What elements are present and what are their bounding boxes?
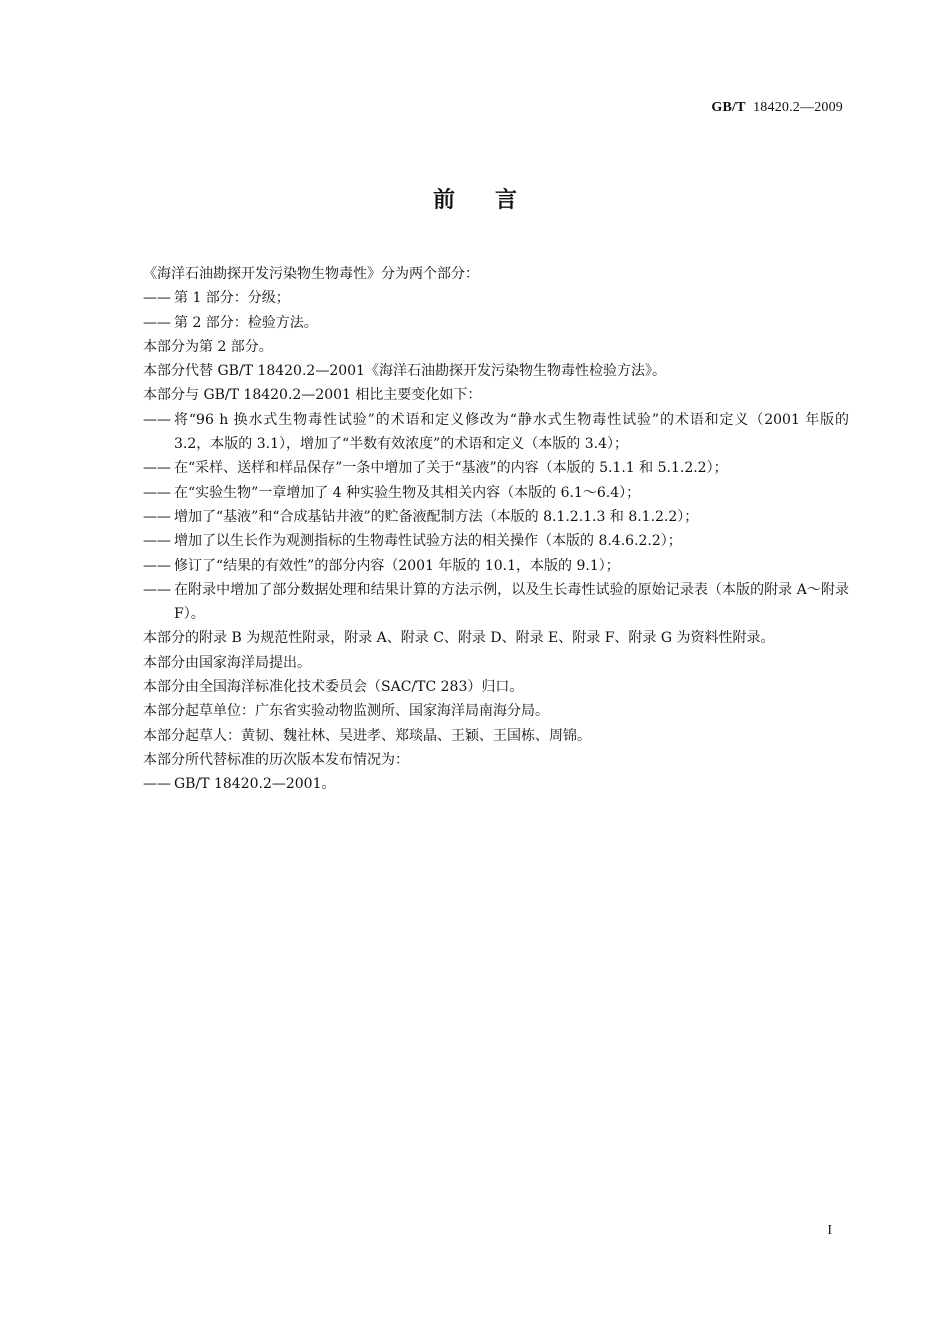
dash-marker: —— (143, 581, 171, 598)
change-item (143, 529, 849, 553)
annex-note-paragraph: 本部分的附录 B 为规范性附录，附录 A、附录 C、附录 D、附录 E、附录 F、附录 G 为资料性附录。 (143, 630, 775, 647)
part-item-text: 第 1 部分：分级； (174, 290, 290, 307)
change-item-text: 在附录中增加了部分数据处理和结果计算的方法示例，以及生长毒性试验的原始记录表（本版的附录 A～附录 F）。 (174, 581, 849, 623)
change-item-text: 在“实验生物”一章增加了 4 种实验生物及其相关内容（本版的 6.1～6.4）； (174, 484, 641, 501)
history-item-text: GB/T 18420.2—2001。 (174, 776, 336, 793)
change-item (143, 481, 849, 505)
centralized-by-paragraph: 本部分由全国海洋标准化技术委员会（SAC/TC 283）归口。 (143, 679, 524, 696)
change-item-text: 增加了以生长作为观测指标的生物毒性试验方法的相关操作（本版的 8.4.6.2.2）； (174, 533, 682, 550)
part-item (143, 286, 849, 310)
this-part-paragraph: 本部分为第 2 部分。 (143, 338, 273, 355)
history-intro-paragraph: 本部分所代替标准的历次版本发布情况为： (143, 751, 409, 768)
foreword-body (143, 262, 849, 797)
dash-marker: —— (143, 776, 171, 793)
history-item (143, 772, 849, 796)
change-item-text: 将“96 h 换水式生物毒性试验”的术语和定义修改为“静水式生物毒性试验”的术语和定义（2001 年版的 3.2，本版的 3.1），增加了“半数有效浓度”的术语和定义（本版的 3.4）； (174, 411, 849, 453)
dash-marker: —— (143, 290, 171, 307)
dash-marker: —— (143, 557, 171, 574)
change-item (143, 505, 849, 529)
dash-marker: —— (143, 508, 171, 525)
change-item-text: 增加了“基液”和“合成基钻井液”的贮备液配制方法（本版的 8.1.2.1.3 和 8.1.2.2）； (174, 508, 699, 525)
dash-marker: —— (143, 411, 171, 428)
proposed-by-paragraph: 本部分由国家海洋局提出。 (143, 654, 311, 671)
page-title: 前言 (432, 188, 557, 213)
change-item-text: 修订了“结果的有效性”的部分内容（2001 年版的 10.1，本版的 9.1）； (174, 557, 620, 574)
drafters-paragraph: 本部分起草人：黄韧、魏社林、吴进孝、郑琰晶、王颖、王国栋、周锦。 (143, 727, 591, 744)
replaces-paragraph: 本部分代替 GB/T 18420.2—2001《海洋石油勘探开发污染物生物毒性检验方法》。 (143, 363, 666, 380)
part-item (143, 311, 849, 335)
intro-paragraph: 《海洋石油勘探开发污染物生物毒性》分为两个部分： (143, 266, 479, 282)
standard-number (711, 100, 843, 116)
changes-intro-paragraph: 本部分与 GB/T 18420.2—2001 相比主要变化如下： (143, 387, 482, 404)
standard-id: 18420.2—2009 (753, 100, 843, 115)
change-item (143, 554, 849, 578)
dash-marker: —— (143, 460, 171, 477)
standard-code: GB/T (711, 100, 746, 115)
dash-marker: —— (143, 533, 171, 550)
dash-marker: —— (143, 314, 171, 331)
change-item (143, 456, 849, 480)
drafting-units-paragraph: 本部分起草单位：广东省实验动物监测所、国家海洋局南海分局。 (143, 703, 549, 720)
change-item-text: 在“采样、送样和样品保存”一条中增加了关于“基液”的内容（本版的 5.1.1 和 5.1.2.2）； (174, 460, 728, 477)
dash-marker: —— (143, 484, 171, 501)
change-item (143, 408, 849, 457)
part-item-text: 第 2 部分：检验方法。 (174, 314, 318, 331)
page-number: I (827, 1223, 832, 1238)
change-item (143, 578, 849, 627)
